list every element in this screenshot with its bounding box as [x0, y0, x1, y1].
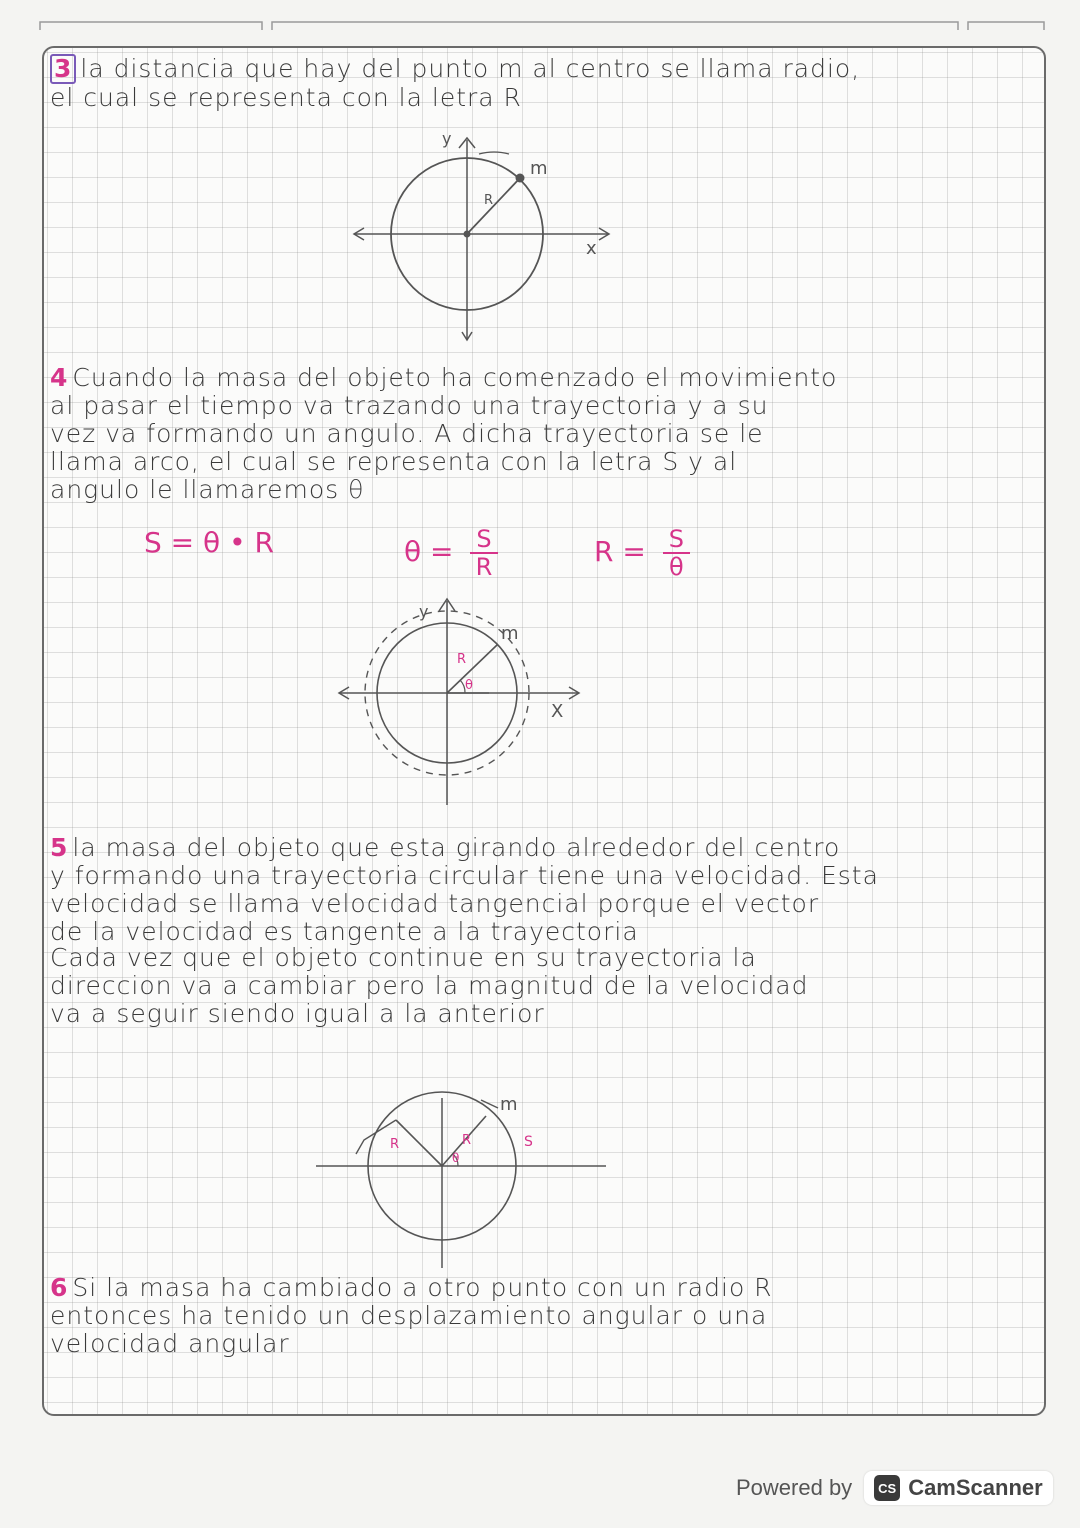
section-5-line-3: velocidad se llama velocidad tangencial porque el vector: [50, 889, 820, 918]
formula-r: R = $\frac{S}{\theta}$: [594, 526, 690, 580]
arc-formulas: [144, 526, 844, 586]
camscanner-logo-icon: CS: [874, 1475, 900, 1501]
section-5-extra-2: direccion va a cambiar pero la magnitud de la velocidad: [50, 971, 809, 1000]
theta-label: θ: [452, 1151, 460, 1165]
section-number: 6: [50, 1273, 69, 1302]
x-label: X: [551, 701, 564, 722]
section-4-line-2: al pasar el tiempo va trazando una trayectoria y a su: [50, 391, 769, 420]
circle-diagram-angle: [329, 593, 609, 808]
section-5: [50, 834, 1040, 946]
binder-tabs: [0, 0, 1080, 40]
r-label: R: [390, 1137, 400, 1152]
formula-s: S = θ • R: [144, 526, 274, 559]
formula-theta: θ = $\frac{S}{R}$: [404, 526, 498, 580]
section-number: 5: [50, 833, 69, 862]
section-6-line-2: entonces ha tenido un desplazamiento angular o una: [50, 1301, 768, 1330]
theta-label: θ: [465, 678, 473, 693]
section-6-line-1: 6 Si la masa ha cambiado a otro punto con un radio R: [50, 1273, 773, 1302]
section-number: 3: [50, 54, 76, 84]
s-label: S: [524, 1134, 533, 1150]
m-label: m: [501, 623, 519, 644]
section-4-line-3: vez va formando un angulo. A dicha trayectoria se le: [50, 419, 764, 448]
section-number: 4: [50, 363, 69, 392]
section-4-line-5: angulo le llamaremos θ: [50, 475, 365, 504]
brand-name: CamScanner: [908, 1475, 1043, 1500]
section-3: [50, 54, 1040, 112]
section-6-line-3: velocidad angular: [50, 1329, 290, 1358]
m-label: m: [530, 158, 548, 179]
scanner-watermark: [736, 1468, 1066, 1508]
circle-diagram-velocity: [306, 1078, 616, 1278]
section-3-line-1: 3 la distancia que hay del punto m al centro se llama radio,: [50, 54, 1040, 84]
camscanner-badge: [864, 1471, 1053, 1505]
radius-line: [467, 178, 520, 234]
r2-label: R: [462, 1133, 472, 1148]
section-5-continued: [50, 944, 1040, 1028]
grid-sheet: [42, 46, 1046, 1416]
section-5-line-4: de la velocidad es tangente a la trayectoria: [50, 917, 639, 946]
point-m: [516, 174, 525, 183]
section-6: [50, 1274, 1040, 1358]
y-label: y: [442, 129, 452, 148]
y-label: y: [419, 602, 429, 621]
section-5-extra-3: va a seguir siendo igual a la anterior: [50, 999, 545, 1028]
section-3-line-2: el cual se representa con la letra R: [50, 83, 522, 112]
m-label: m: [500, 1094, 518, 1115]
powered-by-text: Powered by: [736, 1475, 853, 1500]
circle-diagram-radius: [334, 128, 634, 348]
r-label: R: [457, 652, 467, 667]
x-label: x: [586, 238, 597, 259]
r-label: R: [484, 193, 494, 208]
section-5-line-2: y formando una trayectoria circular tiene una velocidad. Esta: [50, 861, 879, 890]
section-5-line-1: 5 la masa del objeto que esta girando alrededor del centro: [50, 833, 841, 862]
section-4-line-4: llama arco, el cual se representa con la letra S y al: [50, 447, 738, 476]
section-4-line-1: 4 Cuando la masa del objeto ha comenzado el movimiento: [50, 363, 838, 392]
section-4: [50, 364, 1040, 504]
section-5-extra-1: Cada vez que el objeto continue en su trayectoria la: [50, 943, 757, 972]
